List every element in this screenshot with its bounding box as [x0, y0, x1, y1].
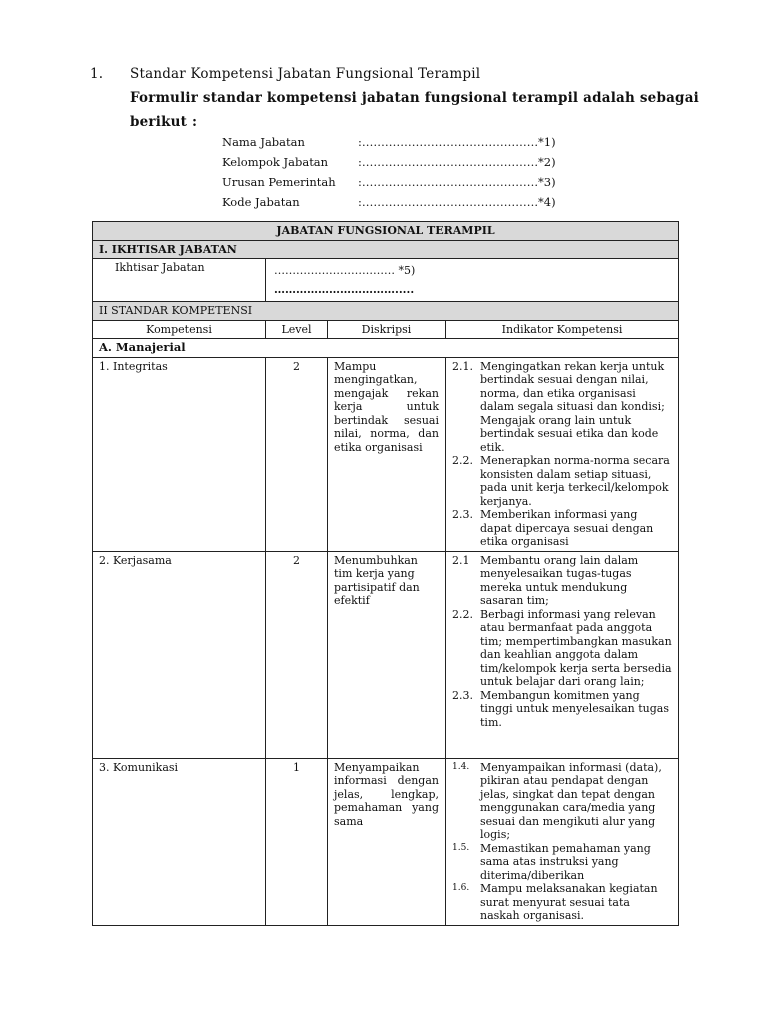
cell-diskripsi: Menumbuhkan tim kerja yang partisipatif dan efektif: [328, 551, 446, 758]
indicator-number: 2.3.: [452, 508, 473, 521]
list-item: [452, 360, 672, 455]
list-item: [452, 882, 672, 923]
table-title-row: [93, 222, 679, 241]
indicator-number: 2.1.: [452, 359, 473, 373]
table-row: [93, 758, 679, 925]
table-title: JABATAN FUNGSIONAL TERAMPIL: [93, 222, 679, 241]
indicator-number: 2.1: [452, 553, 470, 567]
ikhtisar-value-line-2: …………………………….....: [274, 283, 415, 296]
field-value: :……………………………………….*2): [358, 155, 556, 169]
field-value: :……………………………………….*4): [358, 195, 556, 209]
table-row: [93, 357, 679, 551]
indicator-number: 1.5.: [452, 842, 470, 853]
column-header-indikator: Indikator Kompetensi: [446, 320, 679, 339]
field-label: Kode Jabatan: [222, 195, 300, 209]
column-header-level: Level: [266, 320, 328, 339]
ikhtisar-label: Ikhtisar Jabatan: [93, 259, 266, 302]
list-item: [452, 761, 672, 842]
group-row: [93, 339, 679, 358]
indicator-list: [452, 554, 672, 730]
competency-table: [92, 221, 679, 926]
list-item: [452, 689, 672, 730]
cell-indikator: [446, 551, 679, 758]
column-header-row: [93, 320, 679, 339]
heading-number: 1.: [90, 66, 104, 82]
group-manajerial: A. Manajerial: [93, 339, 679, 358]
list-item: [452, 842, 672, 883]
indicator-text: Membangun komitmen yang tinggi untuk menyelesaikan tugas tim.: [480, 688, 670, 729]
column-header-diskripsi: Diskripsi: [328, 320, 446, 339]
field-label: Kelompok Jabatan: [222, 155, 329, 169]
indicator-text: Membantu orang lain dalam menyelesaikan tugas-tugas mereka untuk mendukung sasaran tim;: [480, 553, 639, 607]
heading-title: Standar Kompetensi Jabatan Fungsional Terampil: [130, 66, 481, 82]
section-ikhtisar: I. IKHTISAR JABATAN: [93, 240, 679, 259]
heading-intro-line-1: Formulir standar kompetensi jabatan fungsional terampil adalah sebagai: [130, 90, 699, 106]
indicator-list: [452, 360, 672, 549]
indicator-text: Memastikan pemahaman yang sama atas instruksi yang diterima/diberikan: [480, 841, 651, 882]
field-value: :……………………………………….*1): [358, 135, 556, 149]
indicator-number: 1.4.: [452, 761, 470, 772]
cell-indikator: [446, 758, 679, 925]
section-standar: II STANDAR KOMPETENSI: [93, 302, 679, 321]
indicator-number: 2.2.: [452, 454, 473, 467]
indicator-text: Memberikan informasi yang dapat dipercaya sesuai dengan etika organisasi: [480, 508, 654, 548]
indicator-number: 1.6.: [452, 883, 470, 893]
list-item: [452, 608, 672, 689]
field-label: Urusan Pemerintah: [222, 175, 336, 189]
cell-diskripsi: Menyampaikan informasi dengan jelas, lengkap, pemahaman yang sama: [328, 758, 446, 925]
ikhtisar-value: [266, 259, 679, 302]
indicator-text: Berbagi informasi yang relevan atau bermanfaat pada anggota tim; mempertimbangkan masukan dan keahlian anggota dalam tim/kelompok kerja serta bersedia untuk belajar dari orang lain;: [480, 607, 672, 688]
list-item: [452, 454, 672, 508]
indicator-text: Mengingatkan rekan kerja untuk bertindak sesuai dengan nilai, norma, dan etika organisasi dalam segala situasi dan kondisi; Mengajak orang lain untuk bertindak sesuai etika dan kode etik.: [480, 359, 665, 454]
indicator-number: 2.2.: [452, 607, 473, 621]
cell-level: 2: [266, 357, 328, 551]
cell-level: 1: [266, 758, 328, 925]
indicator-text: Mampu melaksanakan kegiatan surat menyurat sesuai tata naskah organisasi.: [480, 882, 658, 922]
cell-kompetensi: 2. Kerjasama: [93, 551, 266, 758]
cell-level: 2: [266, 551, 328, 758]
cell-kompetensi: 3. Komunikasi: [93, 758, 266, 925]
column-header-kompetensi: Kompetensi: [93, 320, 266, 339]
heading-intro-line-2: berikut :: [130, 114, 198, 130]
section-row: [93, 302, 679, 321]
ikhtisar-value-line-1: …………………………… *5): [274, 264, 416, 277]
cell-kompetensi: 1. Integritas: [93, 357, 266, 551]
field-value: :……………………………………….*3): [358, 175, 556, 189]
list-item: [452, 508, 672, 549]
cell-indikator: [446, 357, 679, 551]
indicator-list: [452, 761, 672, 923]
ikhtisar-row: [93, 259, 679, 302]
indicator-number: 2.3.: [452, 688, 473, 702]
list-item: [452, 554, 672, 608]
field-label: Nama Jabatan: [222, 135, 305, 149]
cell-diskripsi: Mampu mengingatkan, mengajak rekan kerja untuk bertindak sesuai nilai, norma, dan etika organisasi: [328, 357, 446, 551]
indicator-text: Menerapkan norma-norma secara konsisten dalam setiap situasi, pada unit kerja terkecil/kelompok kerjanya.: [480, 454, 670, 508]
section-row: [93, 240, 679, 259]
table-row: [93, 551, 679, 758]
indicator-text: Menyampaikan informasi (data), pikiran atau pendapat dengan jelas, singkat dan tepat dengan menggunakan cara/media yang sesuai dan mengikuti alur yang logis;: [480, 760, 662, 841]
